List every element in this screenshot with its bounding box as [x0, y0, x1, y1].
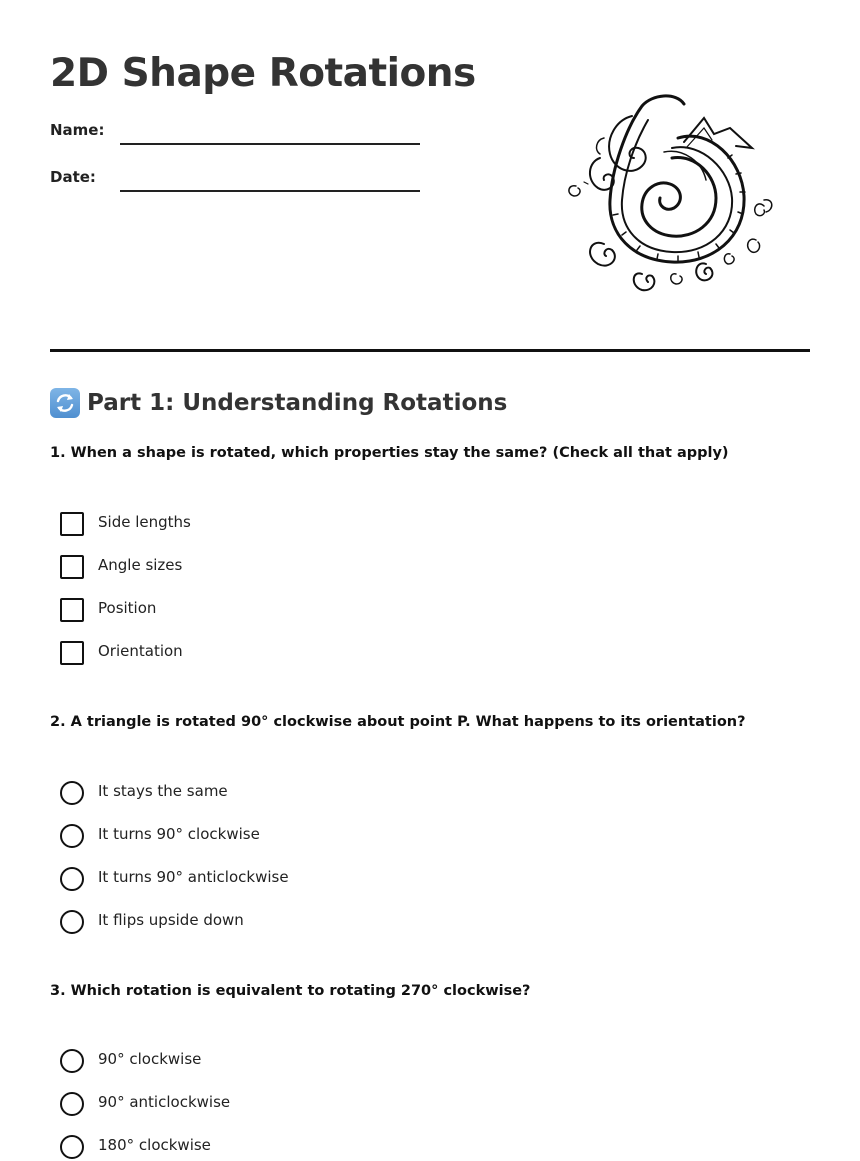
- page-title: 2D Shape Rotations: [50, 51, 476, 96]
- date-label: Date:: [50, 168, 96, 186]
- checkbox[interactable]: [60, 641, 84, 665]
- section-title: Part 1: Understanding Rotations: [87, 390, 508, 416]
- option-label: 90° anticlockwise: [98, 1093, 231, 1111]
- name-label: Name:: [50, 121, 105, 139]
- q2-option-turns-anticlockwise[interactable]: [60, 867, 460, 893]
- question-1: 1. When a shape is rotated, which properties stay the same? (Check all that apply): [50, 445, 729, 461]
- checkbox[interactable]: [60, 512, 84, 536]
- radio-button[interactable]: [60, 1049, 84, 1073]
- q2-option-flips[interactable]: [60, 910, 460, 936]
- rotate-arrows-icon: [50, 388, 80, 418]
- koru-spiral-icon: [560, 88, 780, 300]
- option-label: It stays the same: [98, 782, 228, 800]
- q1-option-position[interactable]: [60, 598, 460, 624]
- q3-option-180-clockwise[interactable]: [60, 1135, 460, 1161]
- header-divider: [50, 349, 810, 352]
- checkbox[interactable]: [60, 555, 84, 579]
- radio-button[interactable]: [60, 781, 84, 805]
- radio-button[interactable]: [60, 1135, 84, 1159]
- question-2: 2. A triangle is rotated 90° clockwise about point P. What happens to its orientation?: [50, 714, 746, 730]
- question-3: 3. Which rotation is equivalent to rotating 270° clockwise?: [50, 983, 531, 999]
- option-label: Orientation: [98, 642, 183, 660]
- option-label: Position: [98, 599, 157, 617]
- option-label: It turns 90° anticlockwise: [98, 868, 289, 886]
- date-field[interactable]: [120, 190, 420, 192]
- option-label: It flips upside down: [98, 911, 244, 929]
- q2-option-turns-clockwise[interactable]: [60, 824, 460, 850]
- name-field[interactable]: [120, 143, 420, 145]
- radio-button[interactable]: [60, 1092, 84, 1116]
- checkbox[interactable]: [60, 598, 84, 622]
- q3-option-90-anticlockwise[interactable]: [60, 1092, 460, 1118]
- q1-option-side-lengths[interactable]: [60, 512, 460, 538]
- option-label: It turns 90° clockwise: [98, 825, 260, 843]
- option-label: Angle sizes: [98, 556, 183, 574]
- radio-button[interactable]: [60, 910, 84, 934]
- q1-option-orientation[interactable]: [60, 641, 460, 667]
- option-label: 90° clockwise: [98, 1050, 202, 1068]
- radio-button[interactable]: [60, 824, 84, 848]
- q2-option-stays-same[interactable]: [60, 781, 460, 807]
- radio-button[interactable]: [60, 867, 84, 891]
- q1-option-angle-sizes[interactable]: [60, 555, 460, 581]
- option-label: Side lengths: [98, 513, 191, 531]
- q3-option-90-clockwise[interactable]: [60, 1049, 460, 1075]
- option-label: 180° clockwise: [98, 1136, 211, 1154]
